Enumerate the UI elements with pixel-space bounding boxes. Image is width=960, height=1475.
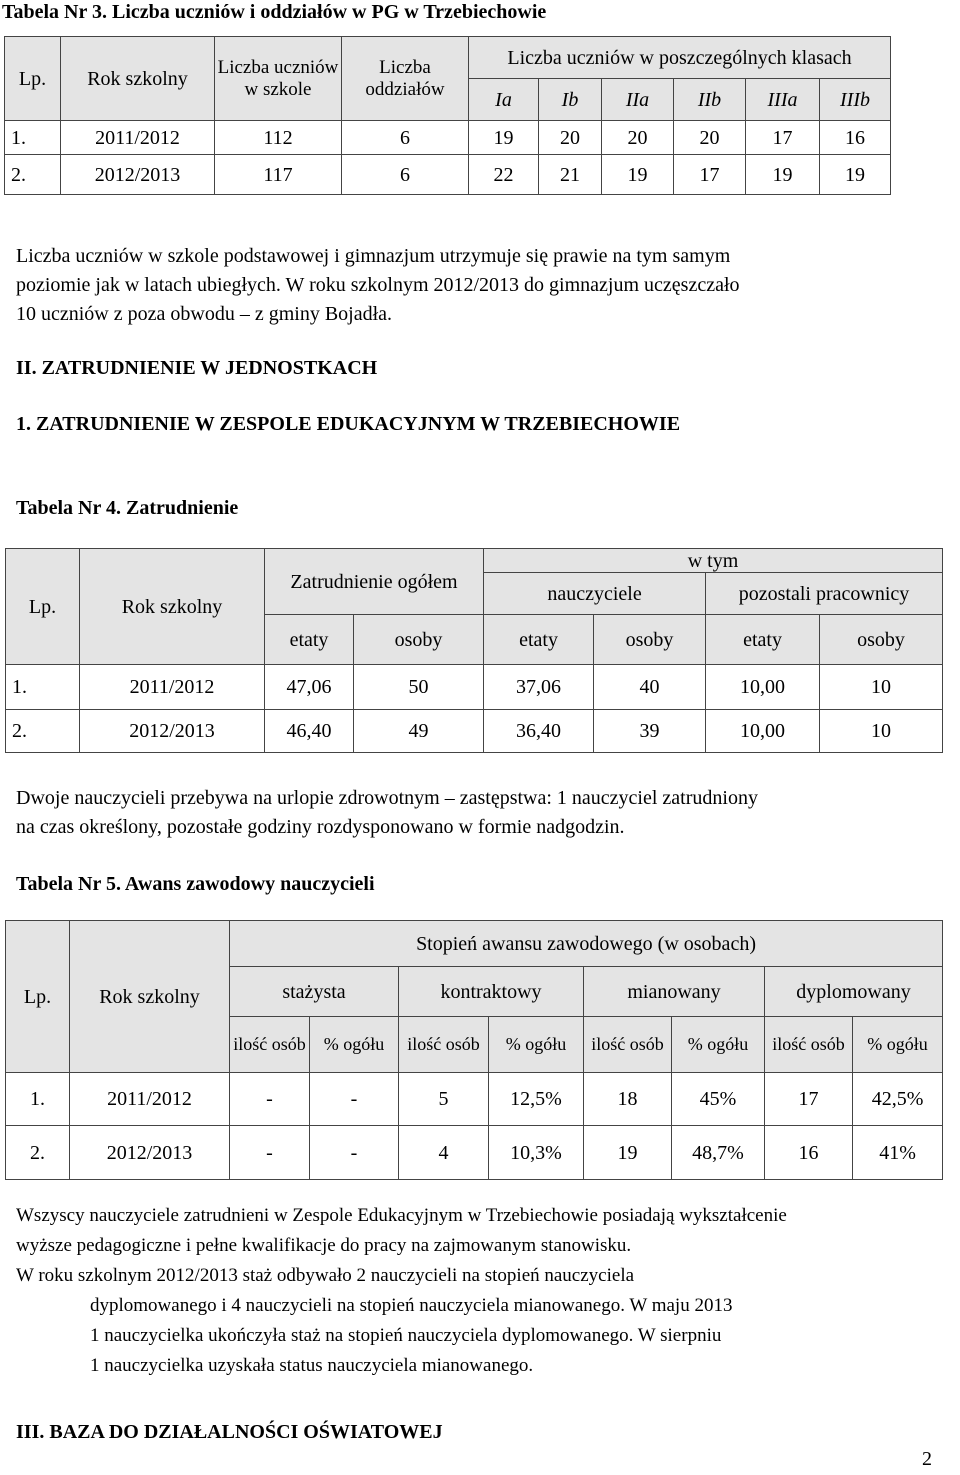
table4-header-nauczyciele: nauczyciele [484, 573, 706, 615]
table4-cell: 2011/2012 [80, 665, 265, 710]
table5-subheader: % ogółu [489, 1017, 584, 1073]
table5-stopien: mianowany [584, 967, 765, 1017]
paragraph-line: Wszyscy nauczyciele zatrudnieni w Zespole Edukacyjnym w Trzebiechowie posiadają wykształcenie [16, 1205, 787, 1226]
table5-subheader: % ogółu [310, 1017, 399, 1073]
table-row [5, 155, 891, 195]
table4-title: Tabela Nr 4. Zatrudnienie [16, 497, 239, 519]
table4-cell: 2. [6, 710, 80, 753]
table4-cell: 10,00 [706, 665, 820, 710]
table3-cell: 20 [602, 121, 674, 155]
table4-cell: 10,00 [706, 710, 820, 753]
table5-header-rok: Rok szkolny [70, 921, 230, 1073]
table-row [6, 1073, 943, 1126]
table3-cell: 2012/2013 [61, 155, 215, 195]
table5-title: Tabela Nr 5. Awans zawodowy nauczycieli [16, 873, 375, 895]
table5-cell: 45% [672, 1073, 765, 1126]
table4-subheader: etaty [484, 615, 594, 665]
table3-header-lp: Lp. [5, 37, 61, 121]
table5-cell: 2011/2012 [70, 1073, 230, 1126]
table4-subheader: etaty [265, 615, 354, 665]
table3-klasa: IIb [674, 79, 746, 121]
table3-cell: 6 [342, 155, 469, 195]
table5-cell: 5 [399, 1073, 489, 1126]
table5-subheader: ilość osób [399, 1017, 489, 1073]
table5-subheader: ilość osób [765, 1017, 853, 1073]
table3 [4, 36, 891, 195]
table3-cell: 6 [342, 121, 469, 155]
table3-cell: 17 [674, 155, 746, 195]
table4-subheader: osoby [354, 615, 484, 665]
table5-cell: 42,5% [853, 1073, 943, 1126]
table4-cell: 1. [6, 665, 80, 710]
paragraph-line: 1 nauczycielka ukończyła staż na stopień nauczyciela dyplomowanego. W sierpniu [90, 1325, 722, 1346]
paragraph-urlop [16, 784, 946, 842]
table5-subheader: ilość osób [584, 1017, 672, 1073]
table-row [6, 1126, 943, 1180]
table-row [6, 710, 943, 753]
table3-cell: 16 [820, 121, 891, 155]
table4 [5, 548, 943, 753]
table-row [6, 665, 943, 710]
paragraph-line: poziomie jak w latach ubiegłych. W roku szkolnym 2012/2013 do gimnazjum uczęszczało [16, 274, 740, 296]
table4-header-pozostali: pozostali pracownicy [706, 573, 943, 615]
table4-subheader: etaty [706, 615, 820, 665]
paragraph-line: 10 uczniów z poza obwodu – z gminy Bojadła. [16, 303, 393, 325]
table5-stopien: kontraktowy [399, 967, 584, 1017]
table4-cell: 49 [354, 710, 484, 753]
paragraph-line: na czas określony, pozostałe godziny rozdysponowano w formie nadgodzin. [16, 816, 625, 838]
table4-cell: 50 [354, 665, 484, 710]
table4-cell: 39 [594, 710, 706, 753]
table4-cell: 46,40 [265, 710, 354, 753]
table3-header-uczniow: Liczba uczniów w szkole [215, 37, 342, 121]
table3-cell: 20 [674, 121, 746, 155]
table4-subheader: osoby [594, 615, 706, 665]
table5-cell: 48,7% [672, 1126, 765, 1180]
table5-cell: 18 [584, 1073, 672, 1126]
table5-cell: 17 [765, 1073, 853, 1126]
table4-header-lp: Lp. [6, 549, 80, 665]
section-heading-iii: III. BAZA DO DZIAŁALNOŚCI OŚWIATOWEJ [16, 1421, 443, 1443]
table4-cell: 40 [594, 665, 706, 710]
table5-cell: - [310, 1126, 399, 1180]
table4-header-rok: Rok szkolny [80, 549, 265, 665]
table5-cell: 12,5% [489, 1073, 584, 1126]
table3-klasa: IIIb [820, 79, 891, 121]
table4-cell: 10 [820, 665, 943, 710]
table3-klasa: IIa [602, 79, 674, 121]
table3-cell: 19 [469, 121, 539, 155]
table5-cell: 2. [6, 1126, 70, 1180]
table5 [5, 920, 943, 1180]
table3-cell: 112 [215, 121, 342, 155]
table5-stopien: dyplomowany [765, 967, 943, 1017]
table5-cell: - [310, 1073, 399, 1126]
table3-cell: 22 [469, 155, 539, 195]
table5-cell: - [230, 1073, 310, 1126]
table3-cell: 19 [820, 155, 891, 195]
paragraph-line: Dwoje nauczycieli przebywa na urlopie zdrowotnym – zastępstwa: 1 nauczyciel zatrudniony [16, 787, 758, 809]
table4-header-ogolem: Zatrudnienie ogółem [265, 549, 484, 615]
paragraph-line: 1 nauczycielka uzyskała status nauczyciela mianowanego. [90, 1355, 534, 1376]
table5-cell: 10,3% [489, 1126, 584, 1180]
table4-cell: 47,06 [265, 665, 354, 710]
table3-header-rok: Rok szkolny [61, 37, 215, 121]
table5-cell: 1. [6, 1073, 70, 1126]
table3-cell: 17 [746, 121, 820, 155]
table3-cell: 19 [746, 155, 820, 195]
table3-cell: 2011/2012 [61, 121, 215, 155]
table5-cell: 2012/2013 [70, 1126, 230, 1180]
table4-subheader: osoby [820, 615, 943, 665]
table5-cell: 4 [399, 1126, 489, 1180]
paragraph-line: wyższe pedagogiczne i pełne kwalifikacje do pracy na zajmowanym stanowisku. [16, 1235, 632, 1256]
paragraph-kwalifikacje [16, 1201, 951, 1381]
table3-cell: 117 [215, 155, 342, 195]
table5-stopien: stażysta [230, 967, 399, 1017]
table3-klasa: Ia [469, 79, 539, 121]
table4-cell: 10 [820, 710, 943, 753]
table4-header-wtym: w tym [484, 549, 943, 573]
table5-header-stopien: Stopień awansu zawodowego (w osobach) [230, 921, 943, 967]
table5-subheader: ilość osób [230, 1017, 310, 1073]
table3-header-klasy: Liczba uczniów w poszczególnych klasach [469, 37, 891, 79]
table3-cell: 1. [5, 121, 61, 155]
table4-cell: 36,40 [484, 710, 594, 753]
table4-cell: 37,06 [484, 665, 594, 710]
paragraph-uczniowie [16, 242, 946, 329]
table5-subheader: % ogółu [672, 1017, 765, 1073]
table3-cell: 20 [539, 121, 602, 155]
table3-title: Tabela Nr 3. Liczba uczniów i oddziałów w PG w Trzebiechowie [2, 1, 547, 23]
page-number: 2 [922, 1448, 932, 1470]
table4-cell: 2012/2013 [80, 710, 265, 753]
paragraph-line: dyplomowanego i 4 nauczycieli na stopień nauczyciela mianowanego. W maju 2013 [90, 1295, 733, 1316]
table5-subheader: % ogółu [853, 1017, 943, 1073]
table5-header-lp: Lp. [6, 921, 70, 1073]
table5-cell: 19 [584, 1126, 672, 1180]
table5-cell: 41% [853, 1126, 943, 1180]
table3-klasa: Ib [539, 79, 602, 121]
paragraph-line: Liczba uczniów w szkole podstawowej i gimnazjum utrzymuje się prawie na tym samym [16, 245, 731, 267]
table5-cell: 16 [765, 1126, 853, 1180]
table3-cell: 19 [602, 155, 674, 195]
section-heading-ii: II. ZATRUDNIENIE W JEDNOSTKACH [16, 357, 378, 379]
table5-cell: - [230, 1126, 310, 1180]
table3-header-oddzialow: Liczba oddziałów [342, 37, 469, 121]
table3-klasa: IIIa [746, 79, 820, 121]
section-heading-ii-1: 1. ZATRUDNIENIE W ZESPOLE EDUKACYJNYM W TRZEBIECHOWIE [16, 413, 681, 435]
table3-cell: 21 [539, 155, 602, 195]
table-row [5, 121, 891, 155]
table3-cell: 2. [5, 155, 61, 195]
paragraph-line: W roku szkolnym 2012/2013 staż odbywało 2 nauczycieli na stopień nauczyciela [16, 1265, 635, 1286]
